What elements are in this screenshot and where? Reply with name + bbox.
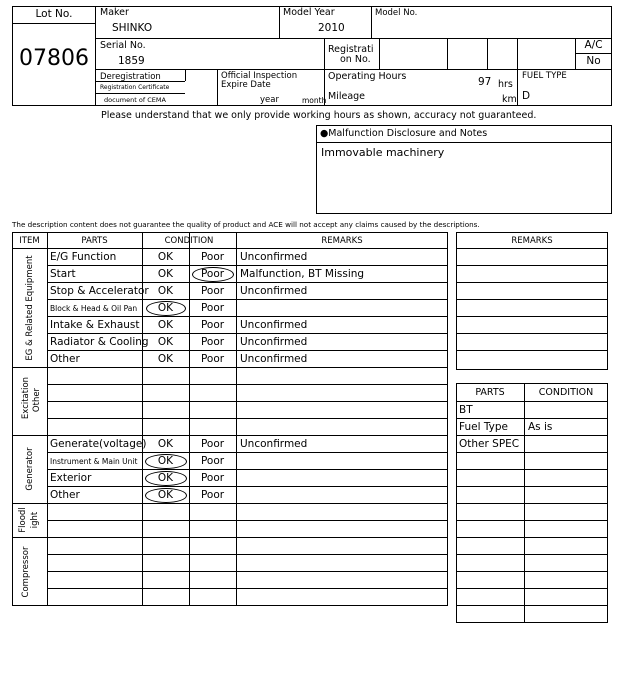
side-parts-header: PARTS [475, 387, 505, 398]
row-part: Block & Head & Oil Pan [50, 304, 138, 313]
year-label: year [260, 95, 279, 105]
row-remark: Malfunction, BT Missing [240, 268, 365, 280]
row-ok: OK [157, 353, 174, 365]
ac-label: A/C [584, 39, 603, 51]
disclaimer: The description content does not guarantee the quality of product and ACE will not accept any claims caused by the descriptions. [12, 220, 480, 229]
malfunction-title: ●Malfunction Disclosure and Notes [320, 128, 488, 139]
row-poor: Poor [200, 251, 225, 263]
row-ok: OK [157, 268, 174, 280]
row-remark: Unconfirmed [240, 438, 308, 450]
hours-unit: hrs [498, 79, 513, 90]
inspection-label-2: Expire Date [221, 80, 271, 90]
ac-value: No [586, 55, 601, 67]
row-ok: OK [157, 489, 174, 501]
row-ok: OK [157, 455, 174, 467]
row-ok: OK [157, 251, 174, 263]
model-no-label: Model No. [375, 8, 418, 18]
row-remark: Unconfirmed [240, 336, 308, 348]
row-part: Intake & Exhaust [50, 319, 140, 331]
remarks-right-header: REMARKS [511, 236, 553, 246]
registration-label-2: on No. [340, 54, 371, 65]
row-ok: OK [157, 302, 174, 314]
row-ok: OK [157, 438, 174, 450]
row-part: Other [50, 489, 80, 501]
row-part: Instrument & Main Unit [50, 457, 138, 466]
fuel-type-label: FUEL TYPE [522, 71, 567, 81]
row-poor: Poor [200, 353, 225, 365]
serial-value: 1859 [118, 55, 145, 67]
header-parts: PARTS [81, 236, 108, 246]
row-ok: OK [157, 472, 174, 484]
row-remark: Unconfirmed [240, 251, 308, 263]
group-excitation-other: Other [32, 387, 42, 413]
group-excitation: Excitation [21, 376, 31, 420]
header-remarks: REMARKS [321, 236, 363, 246]
inspection-label: Official Inspection [221, 71, 298, 81]
serial-label: Serial No. [100, 40, 146, 51]
malfunction-notes: Immovable machinery [321, 146, 445, 159]
row-part: Exterior [50, 472, 92, 484]
mileage-unit: km [502, 94, 517, 105]
row-poor: Poor [200, 489, 225, 501]
hours-value: 97 [478, 76, 492, 88]
month-label: month [302, 96, 327, 105]
group-floodlight-2: ight [30, 511, 40, 529]
fuel-type-value: D [522, 90, 531, 102]
row-remark: Unconfirmed [240, 319, 308, 331]
row-part: Stop & Accelerator [50, 285, 149, 297]
row-part: Start [50, 268, 76, 280]
row-poor: Poor [200, 455, 225, 467]
dereg-certificate-label: Registration Certificate [100, 84, 170, 91]
lot-number: 07806 [19, 46, 89, 71]
row-part: Generate(voltage) [50, 438, 147, 450]
model-year-value: 2010 [318, 22, 345, 34]
row-part: Other [50, 353, 80, 365]
condition-circle [146, 301, 186, 316]
row-remark: Unconfirmed [240, 353, 308, 365]
group-floodlight: Floodl [18, 507, 28, 533]
header-item: ITEM [19, 236, 40, 246]
condition-circle [145, 454, 187, 469]
row-poor: Poor [200, 336, 225, 348]
maker-label: Maker [100, 7, 129, 18]
row-poor: Poor [200, 438, 225, 450]
header-condition: CONDITION [164, 236, 214, 246]
condition-circle [145, 488, 187, 503]
row-ok: OK [157, 285, 174, 297]
row-remark: Unconfirmed [240, 285, 308, 297]
group-generator: Generator [25, 447, 35, 491]
deregistration-label: Deregistration [100, 72, 161, 82]
hours-label: Operating Hours [328, 71, 407, 82]
row-ok: OK [157, 319, 174, 331]
hours-notice: Please understand that we only provide working hours as shown, accuracy not guaranteed. [101, 110, 537, 121]
fuel-type-value-side: As is [528, 421, 553, 433]
bt-label: BT [459, 404, 473, 416]
row-poor: Poor [200, 268, 225, 280]
row-poor: Poor [200, 472, 225, 484]
mileage-label: Mileage [328, 91, 366, 102]
row-poor: Poor [200, 319, 225, 331]
maker-value: SHINKO [112, 22, 153, 34]
group-eg-related: EG & Related Equipment [25, 255, 35, 361]
row-part: Radiator & Cooling [50, 336, 149, 348]
row-part: E/G Function [50, 251, 117, 263]
group-compressor: Compressor [21, 546, 31, 598]
registration-label: Registrati [328, 44, 374, 55]
side-condition-header: CONDITION [538, 387, 594, 398]
condition-circle [192, 267, 234, 282]
row-ok: OK [157, 336, 174, 348]
lot-label: Lot No. [35, 8, 73, 20]
model-year-label: Model Year [283, 7, 335, 18]
other-spec-label: Other SPEC [459, 438, 520, 450]
fuel-type-label-side: Fuel Type [459, 421, 508, 433]
condition-circle [145, 471, 187, 486]
dereg-document-label: document of CEMA [104, 96, 166, 104]
row-poor: Poor [200, 302, 225, 314]
row-poor: Poor [200, 285, 225, 297]
